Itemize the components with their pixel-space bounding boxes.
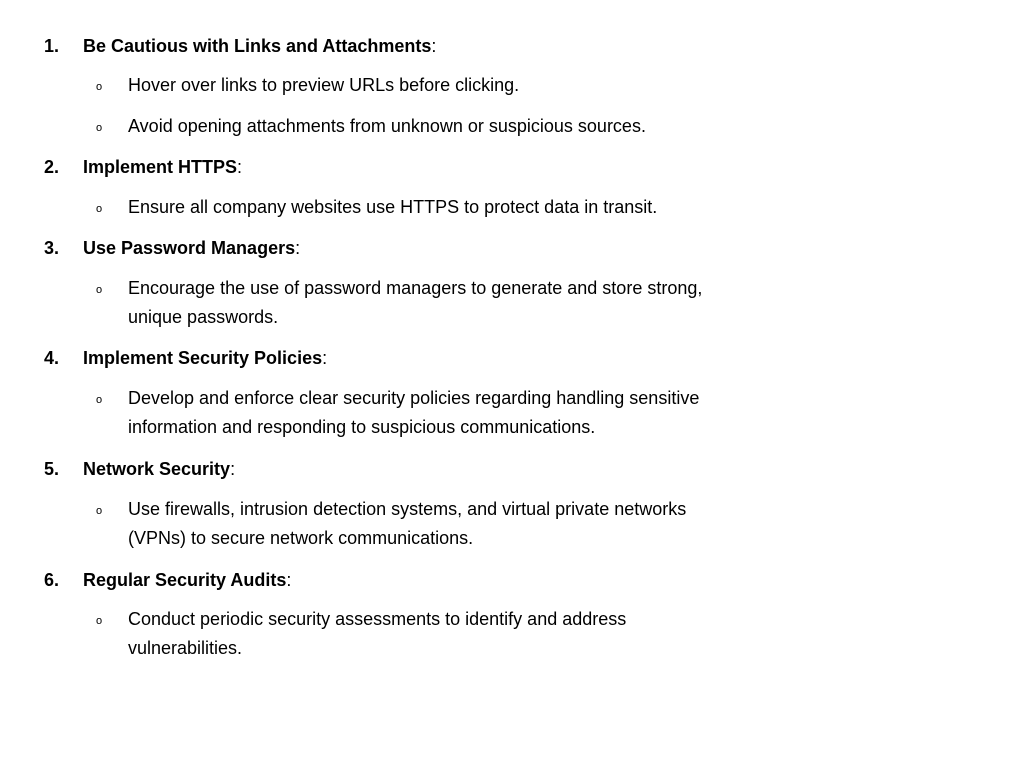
list-item-number: 4.	[44, 348, 60, 368]
list-item-3-heading	[44, 236, 300, 260]
list-item-number: 2.	[44, 157, 60, 177]
bullet-circle-icon: o	[96, 394, 103, 406]
list-item-number: 3.	[44, 238, 60, 258]
bullet-circle-icon: o	[96, 505, 103, 517]
list-item-4-heading	[44, 346, 327, 370]
bullet-circle-icon: o	[96, 122, 103, 134]
list-item-title: Regular Security Audits	[83, 570, 287, 590]
list-item-colon: :	[230, 459, 236, 479]
bullet-text: Encourage the use of password managers to generate and store strong, unique passwords.	[128, 278, 703, 327]
list-item-1-heading	[44, 34, 436, 58]
list-item-2-heading	[44, 155, 242, 179]
list-item-5-heading	[44, 457, 235, 481]
list-item-title: Use Password Managers	[83, 238, 296, 258]
list-item-colon: :	[322, 348, 328, 368]
bullet-text: Develop and enforce clear security policies regarding handling sensitive information and responding to suspicious communications.	[128, 388, 700, 437]
list-item-colon: :	[286, 570, 292, 590]
list-item-colon: :	[431, 36, 437, 56]
bullet-text: Hover over links to preview URLs before clicking.	[128, 75, 520, 95]
list-item-number: 1.	[44, 36, 60, 56]
list-item-number: 6.	[44, 570, 60, 590]
bullet-circle-icon: o	[96, 81, 103, 93]
list-item-title: Implement Security Policies	[83, 348, 323, 368]
bullet-text: Ensure all company websites use HTTPS to protect data in transit.	[128, 197, 658, 217]
bullet-circle-icon: o	[96, 284, 103, 296]
list-item-colon: :	[237, 157, 243, 177]
list-item-title: Network Security	[83, 459, 231, 479]
list-item-6-heading	[44, 568, 291, 592]
list-item-title: Be Cautious with Links and Attachments	[83, 36, 432, 56]
bullet-circle-icon: o	[96, 203, 103, 215]
list-item-number: 5.	[44, 459, 60, 479]
bullet-text: Conduct periodic security assessments to identify and address vulnerabilities.	[128, 609, 627, 658]
bullet-text: Avoid opening attachments from unknown or suspicious sources.	[128, 116, 646, 136]
list-item-colon: :	[295, 238, 301, 258]
bullet-text: Use firewalls, intrusion detection systems, and virtual private networks (VPNs) to secure network communications.	[128, 499, 687, 548]
bullet-circle-icon: o	[96, 615, 103, 627]
list-item-title: Implement HTTPS	[83, 157, 238, 177]
